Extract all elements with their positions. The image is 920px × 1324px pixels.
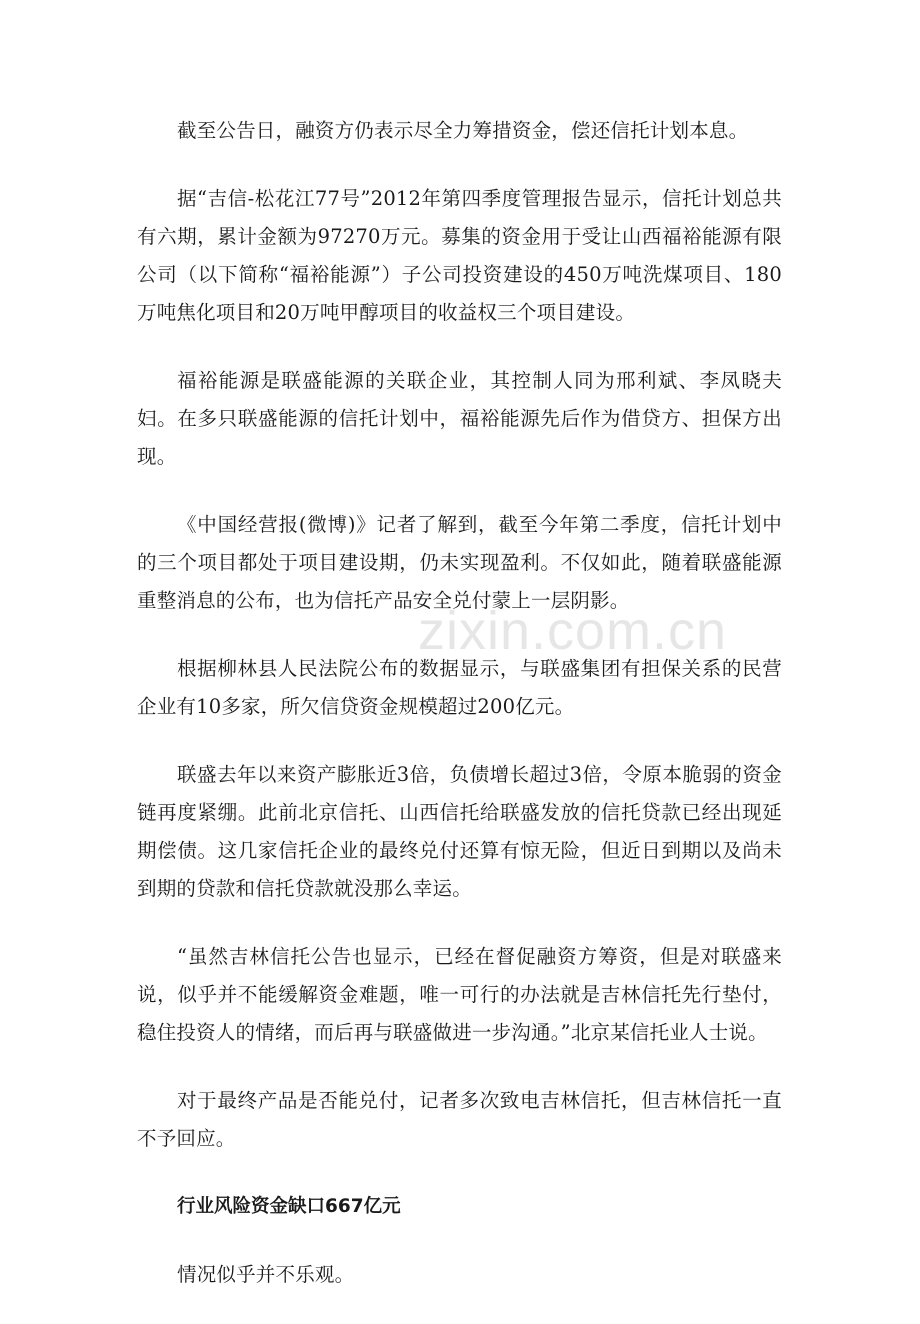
paragraph-6: 联盛去年以来资产膨胀近3倍，负债增长超过3倍，令原本脆弱的资金链再度紧绷。此前北京信托、山西信托给联盛发放的信托贷款已经出现延期偿债。这几家信托企业的最终兑付还算有惊无险，但近日到期以及尚未到期的贷款和信托贷款就没那么幸运。 xyxy=(137,763,782,900)
paragraph-7: “虽然吉林信托公告也显示，已经在督促融资方筹资，但是对联盛来说，似乎并不能缓解资金难题，唯一可行的办法就是吉林信托先行垫付，稳住投资人的情绪，而后再与联盛做进一步沟通。”北京某信托业人士说。 xyxy=(137,945,782,1044)
section-heading: 行业风险资金缺口667亿元 xyxy=(177,1196,401,1217)
paragraph-8: 对于最终产品是否能兑付，记者多次致电吉林信托，但吉林信托一直不予回应。 xyxy=(137,1089,782,1150)
paragraph-2: 据“吉信-松花江77号”2012年第四季度管理报告显示，信托计划总共有六期，累计金额为97270万元。募集的资金用于受让山西福裕能源有限公司（以下简称“福裕能源”）子公司投资建设的450万吨洗煤项目、180万吨焦化项目和20万吨甲醇项目的收益权三个项目建设。 xyxy=(137,187,782,324)
paragraph-3: 福裕能源是联盛能源的关联企业，其控制人同为邢利斌、李凤晓夫妇。在多只联盛能源的信托计划中，福裕能源先后作为借贷方、担保方出现。 xyxy=(137,369,782,468)
article-body xyxy=(137,112,782,1324)
site-watermark: zixin.com.cn xyxy=(418,601,728,661)
paragraph-1: 截至公告日，融资方仍表示尽全力筹措资金，偿还信托计划本息。 xyxy=(177,119,749,142)
paragraph-5: 根据柳林县人民法院公布的数据显示，与联盛集团有担保关系的民营企业有10多家，所欠信贷资金规模超过200亿元。 xyxy=(137,657,782,718)
paragraph-4: 《中国经营报(微博)》记者了解到，截至今年第二季度，信托计划中的三个项目都处于项目建设期，仍未实现盈利。不仅如此，随着联盛能源重整消息的公布，也为信托产品安全兑付蒙上一层阴影。 xyxy=(137,513,782,612)
closing-paragraph: 情况似乎并不乐观。 xyxy=(177,1263,355,1286)
